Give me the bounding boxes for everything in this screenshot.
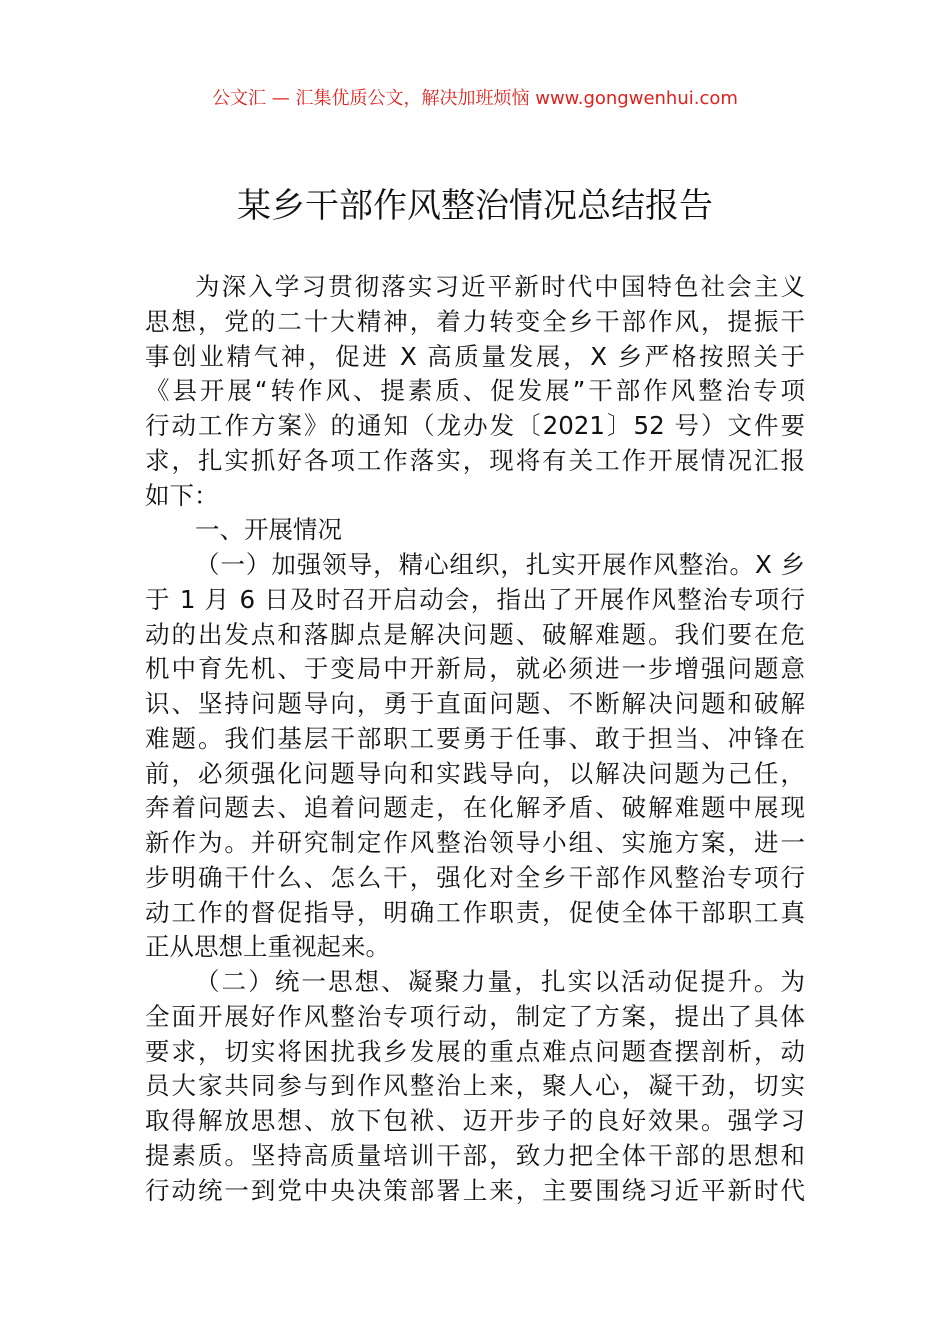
text-line: 奔着问题去、追着问题走，在化解矛盾、破解难题中展现 <box>145 793 805 823</box>
text-line: 步明确干什么、怎么干，强化对全乡干部作风整治专项行 <box>145 862 805 892</box>
paragraph-1 <box>145 548 805 965</box>
text-line: 事创业精气神，促进 X 高质量发展，X 乡严格按照关于 <box>145 341 805 371</box>
text-line: 行动统一到党中央决策部署上来，主要围绕习近平新时代 <box>145 1175 805 1205</box>
text-line: 动工作的督促指导，明确工作职责，促使全体干部职工真 <box>145 897 805 927</box>
text-line: 员大家共同参与到作风整治上来，聚人心，凝干劲，切实 <box>145 1071 805 1101</box>
heading-line: 一、开展情况 <box>195 515 342 545</box>
text-line: 全面开展好作风整治专项行动，制定了方案，提出了具体 <box>145 1001 805 1031</box>
text-line: 识、坚持问题导向，勇于直面问题、不断解决问题和破解 <box>145 689 805 718</box>
text-line: 难题。我们基层干部职工要勇于任事、敢于担当、冲锋在 <box>145 723 805 753</box>
text-line: 行动工作方案》的通知（龙办发〔2021〕52 号）文件要 <box>145 411 805 440</box>
text-line: 提素质。坚持高质量培训干部，致力把全体干部的思想和 <box>145 1140 805 1170</box>
text-line: 求，扎实抓好各项工作落实，现将有关工作开展情况汇报 <box>145 445 805 475</box>
text-line: 《县开展“转作风、提素质、促发展”干部作风整治专项 <box>145 376 805 406</box>
text-line: （一）加强领导，精心组织，扎实开展作风整治。X 乡 <box>195 550 805 579</box>
text-line: 正从思想上重视起来。 <box>145 932 390 962</box>
text-line: 如下： <box>145 480 219 510</box>
text-line: 机中育先机、于变局中开新局，就必须进一步增强问题意 <box>145 654 805 684</box>
text-line: 于 1 月 6 日及时召开启动会，指出了开展作风整治专项行 <box>145 584 805 614</box>
text-line: 动的出发点和落脚点是解决问题、破解难题。我们要在危 <box>145 619 805 649</box>
text-line: 思想，党的二十大精神，着力转变全乡干部作风，提振干 <box>145 306 805 336</box>
paragraph-intro <box>145 270 805 513</box>
text-line: 取得解放思想、放下包袱、迈开步子的良好效果。强学习 <box>145 1106 805 1135</box>
section-heading <box>145 513 805 548</box>
document-title: 某乡干部作风整治情况总结报告 <box>237 186 713 226</box>
document-body <box>145 270 805 1208</box>
header-watermark: 公文汇 — 汇集优质公文，解决加班烦恼 www.gongwenhui.com <box>212 88 738 109</box>
text-line: 为深入学习贯彻落实习近平新时代中国特色社会主义 <box>195 272 805 301</box>
text-line: 新作为。并研究制定作风整治领导小组、实施方案，进一 <box>145 828 805 857</box>
text-line: 前，必须强化问题导向和实践导向，以解决问题为己任， <box>145 758 805 788</box>
text-line: 要求，切实将困扰我乡发展的重点难点问题查摆剖析，动 <box>145 1036 805 1066</box>
paragraph-2 <box>145 965 805 1208</box>
text-line: （二）统一思想、凝聚力量，扎实以活动促提升。为 <box>195 967 805 996</box>
